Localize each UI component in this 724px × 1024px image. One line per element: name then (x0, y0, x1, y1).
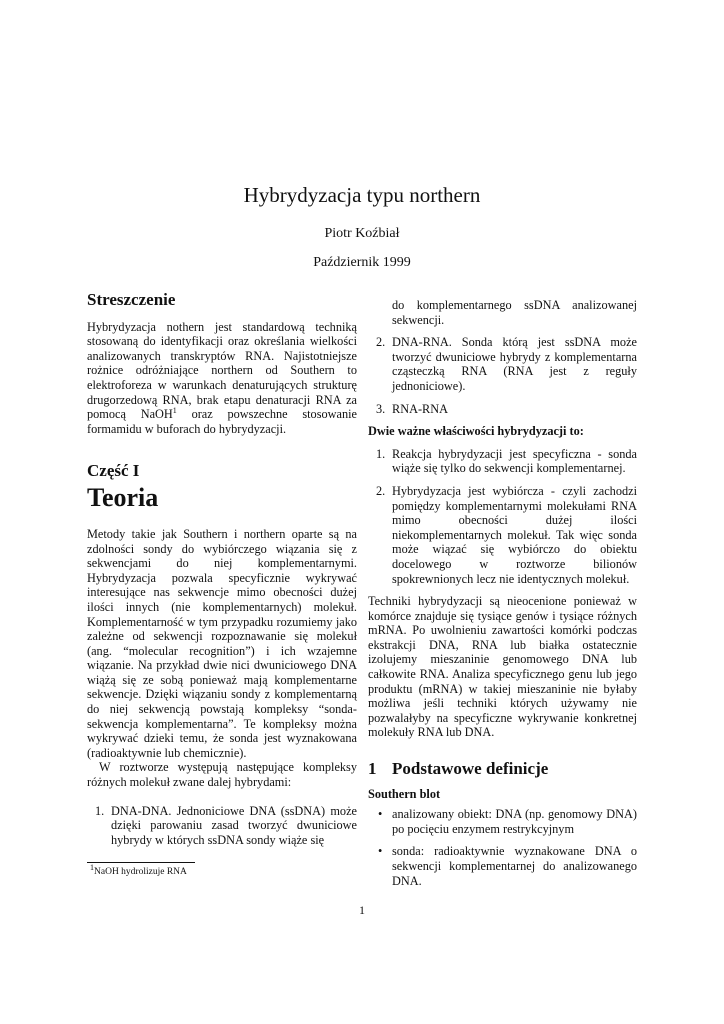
properties-list (368, 447, 637, 586)
footnote-divider (87, 862, 195, 863)
hybrid-list (87, 804, 357, 848)
right-column (368, 298, 637, 896)
part-label: Część I (87, 461, 140, 481)
list-item: 2. Hybrydyzacja jest wybiórcza - czyli zachodzi pomiędzy komplementarnymi molekułami RNA mimo obecności dużej ilości niekomplementarnych molekuł. Tak więc sonda może wiązać się wybiórczo do obiektu docelowego w roztworze bilionów spokrewnionych lecz nie identycznych molekuł. (376, 483, 637, 586)
list-item: 2. DNA-RNA. Sonda którą jest ssDNA może tworzyć dwuniciowe hybrydy z komplementarna cząsteczką RNA (RNA jest z reguły jednoniciowe). (376, 335, 637, 393)
left-column (87, 290, 357, 855)
footnote-ref: 1 (172, 406, 177, 416)
footnote: $^1$NaOH hydrolizuje RNA (90, 862, 187, 877)
part-title: Teoria (87, 482, 159, 512)
paper-date: Październik 1999 (313, 255, 411, 270)
abstract-heading: Streszczenie (87, 290, 176, 309)
techniques-paragraph: Techniki hybrydyzacji są nieocenione ponieważ w komórce znajduje się tysiące genów i tysiące różnych mRNA. Po uwolnieniu zawartości komórki podczas ekstrakcji DNA, RNA lub białka ostatecznie izolujemy mieszaninie genomowego DNA lub całkowite RNA. Analiza specyficznego genu lub jego produktu (mRNA) w takiej mieszaninie nie byłaby możliwa jeśli techniki których używamy nie pozwalałyby na specyficzne wykrywanie konkretnej molekuły RNA lub DNA. (368, 594, 637, 740)
theory-paragraph-1: Metody takie jak Southern i northern oparte są na zdolności sondy do wybiórczego wiązania się z sekwencjami do niej komplementarnymi. Hybrydyzacja pozwala specyficznie wykrywać interesujące nas sekwencje mimo obecności dużej ilości innych (nie komplementarnych) molekuł. Komplementarność w tym przypadku rozumiemy jako zależne od sekwencji rozpoznawanie się molekuł (ang. “molecular recognition”) i ich wzajemne wiązanie. Na przykład dwie nici dwuniciowego DNA wiążą się ze sobą ponieważ mają komplementarne sekwencje. Dzięki wiązaniu sondy z komplementarną do niej sekwencją powstają kompleksy “sonda-sekwencja komplementarna”. Te kompleksy można wykrywać dzieki temu, że sonda jest wyznakowana (radioaktywnie lub chemicznie). (87, 526, 357, 760)
bullet-icon: • (378, 844, 383, 859)
list-item: 3. RNA-RNA (376, 401, 449, 416)
list-item: • analizowany obiekt: DNA (np. genomowy DNA) po pocięciu enzymem restrykcyjnym (378, 807, 637, 836)
paper-title: Hybrydyzacja typu northern (243, 183, 481, 207)
bullet-icon: • (378, 807, 383, 822)
abstract-text: Hybrydyzacja nothern jest standardową techniką stosowaną do identyfikacji oraz określania wielkości analizowanych transkryptów RNA. Najistotniejsze rożnice odróżniające northern od Southern to elektroforeza w warunkach denaturujących strukturę drugorzedową RNA, brak etapu denaturacji RNA za pomocą NaOH$^1$ oraz powszechne stosowanie formamidu w buforach do hybrydyzacji. (87, 319, 357, 436)
section-heading: 1 Podstawowe definicje (368, 759, 549, 779)
list-item: 1. DNA-DNA. Jednoniciowe DNA (ssDNA) może dzięki parowaniu zasad tworzyć dwuniciowe hybrydy w których ssDNA sondy wiąże się (95, 803, 357, 847)
subsection-heading: Southern blot (368, 786, 441, 801)
properties-heading: Dwie ważne właściwości hybrydyzacji to: (368, 424, 584, 439)
theory-paragraph-2: W roztworze występują następujące kompleksy różnych molekuł zwane dalej hybrydami: (87, 760, 357, 790)
list-item: • sonda: radioaktywnie wyznakowane DNA o sekwencji komplementarnej do analizowanego DNA. (378, 844, 637, 888)
hybrid-list-continued (368, 335, 637, 416)
paper-author: Piotr Koźbiał (324, 226, 400, 241)
hybrid-1-continuation: do komplementarnego ssDNA analizowanej sekwencji. (392, 298, 637, 327)
list-item: 1. Reakcja hybrydyzacji jest specyficzna - sonda wiąże się tylko do sekwencji komplementarnej. (376, 446, 637, 476)
page-number: 1 (359, 903, 365, 917)
definition-list (368, 807, 637, 888)
